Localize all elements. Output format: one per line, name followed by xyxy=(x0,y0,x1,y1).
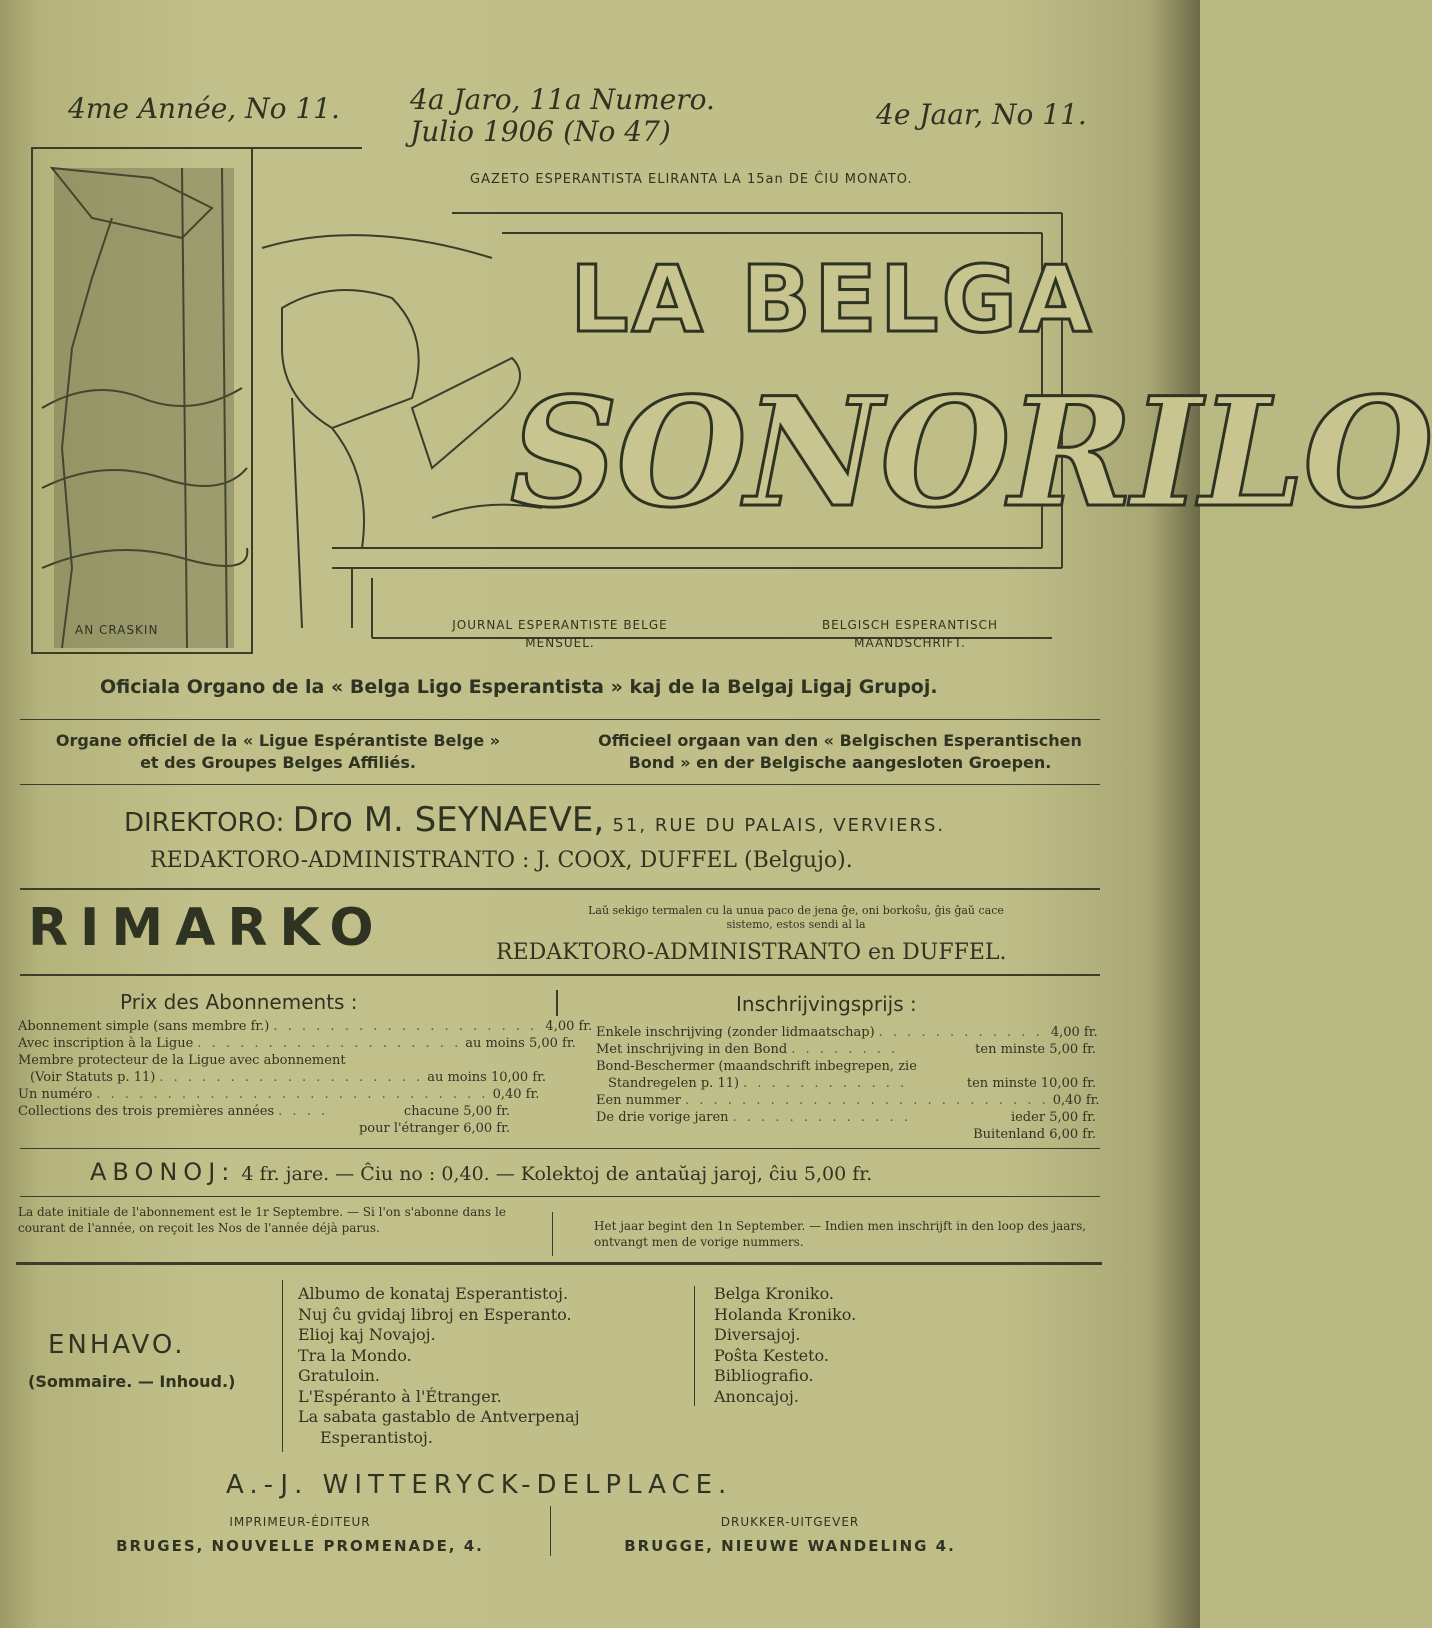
list-item: L'Espéranto à l'Étranger. xyxy=(298,1386,502,1406)
list-item: Belga Kroniko. xyxy=(714,1284,834,1303)
subtitle-nl-line1: BELGISCH ESPERANTISCH xyxy=(821,618,999,632)
rimarko-note-line2: sistemo, estos sendi al la xyxy=(726,918,866,931)
list-item: Tra la Mondo. xyxy=(298,1345,412,1365)
subtitle-fr xyxy=(400,616,720,652)
price-row: Een nummer . . . . . . . . . . . . . . . . . . . . . . . . . . 0,40 fr. xyxy=(596,1093,1100,1108)
masthead-title-line2: SONORILO xyxy=(510,365,1432,541)
list-item: Gratuloin. xyxy=(298,1366,380,1385)
prices-fr-table xyxy=(18,1018,593,1137)
header-right-date: 4e Jaar, No 11. xyxy=(876,98,1087,131)
artist-signature: AN CRASKIN xyxy=(75,623,159,637)
divider xyxy=(282,1280,283,1452)
price-row: Abonnement simple (sans membre fr.) . . . . . . . . . . . . . . . . . . . 4,00 fr. xyxy=(18,1019,593,1034)
price-row: pour l'étranger 6,00 fr. xyxy=(358,1121,510,1136)
printer-nl-role: DRUKKER-UITGEVER xyxy=(720,1515,860,1529)
price-row: Standregelen p. 11) . . . . . . . . . . . . ten minste 10,00 fr. xyxy=(608,1076,1096,1091)
abonoj xyxy=(90,1158,872,1186)
list-item: Anoncajoj. xyxy=(714,1386,799,1406)
divider xyxy=(552,1212,553,1256)
contents-title: ENHAVO. xyxy=(48,1330,186,1360)
official-eo: Oficiala Organo de la « Belga Ligo Esperantista » kaj de la Belgaj Ligaj Grupoj. xyxy=(100,676,938,698)
divider xyxy=(20,1196,1100,1197)
prices-nl-title: Inschrijvingsprijs : xyxy=(736,992,917,1016)
printer-nl xyxy=(610,1510,970,1558)
price-row: Avec inscription à la Ligue . . . . . . . . . . . . . . . . . . . au moins 5,00 fr. xyxy=(18,1036,576,1051)
divider xyxy=(20,888,1100,890)
list-item: Albumo de konataj Esperantistoj. xyxy=(298,1284,569,1303)
contents-subtitle: (Sommaire. — Inhoud.) xyxy=(28,1372,236,1391)
list-item: Poŝta Kesteto. xyxy=(714,1345,829,1365)
divider xyxy=(694,1286,695,1406)
contents-col2 xyxy=(714,1284,1014,1407)
header-center-issue xyxy=(410,84,715,148)
price-row: Buitenland 6,00 fr. xyxy=(973,1127,1096,1142)
printer-fr-address: BRUGES, NOUVELLE PROMENADE, 4. xyxy=(116,1537,484,1555)
price-row: (Voir Statuts p. 11) . . . . . . . . . . . . . . . . . . . au moins 10,00 fr. xyxy=(30,1070,547,1085)
official-fr-line1: Organe officiel de la « Ligue Espérantiste Belge » xyxy=(55,731,501,750)
rimarko-address: REDAKTORO-ADMINISTRANTO en DUFFEL. xyxy=(496,940,1007,965)
price-row: Enkele inschrijving (zonder lidmaatschap) . . . . . . . . . . . . 4,00 fr. xyxy=(596,1025,1098,1040)
list-item: Holanda Kroniko. xyxy=(714,1304,857,1324)
printer-name: A.-J. WITTERYCK-DELPLACE. xyxy=(226,1470,733,1500)
start-note-fr: La date initiale de l'abonnement est le 1r Septembre. — Si l'on s'abonne dans le courant de l'année, on reçoit les Nos de l'année déjà parus. xyxy=(18,1205,506,1235)
price-row: Met inschrijving in den Bond . . . . . . . . ten minste 5,00 fr. xyxy=(596,1042,1096,1057)
masthead-title-line1: LA BELGA xyxy=(570,246,1095,353)
price-row: Un numéro . . . . . . . . . . . . . . . . . . . . . . . . . . . . 0,40 fr. xyxy=(18,1087,540,1102)
official-fr-line2: et des Groupes Belges Affiliés. xyxy=(140,753,416,772)
editor: REDAKTORO-ADMINISTRANTO : J. COOX, DUFFEL (Belgujo). xyxy=(150,848,853,873)
divider xyxy=(16,1262,1102,1265)
list-item: Bibliografio. xyxy=(714,1366,814,1385)
printer-nl-address: BRUGGE, NIEUWE WANDELING 4. xyxy=(624,1537,956,1555)
masthead-tagline: GAZETO ESPERANTISTA ELIRANTA LA 15an DE ĈIU MONATO. xyxy=(470,172,913,187)
rimarko-title: RIMARKO xyxy=(28,898,386,958)
abonoj-text: 4 fr. jare. — Ĉiu no : 0,40. — Kolektoj de antaŭaj jaroj, ĉiu 5,00 fr. xyxy=(241,1163,873,1185)
divider xyxy=(20,974,1100,976)
official-nl-line2: Bond » en der Belgische aangesloten Groepen. xyxy=(628,753,1052,772)
header-left-date: 4me Année, No 11. xyxy=(68,92,340,125)
list-item: Esperantistoj. xyxy=(320,1427,433,1447)
list-item: Elioj kaj Novajoj. xyxy=(298,1325,436,1344)
printer-fr xyxy=(110,1510,490,1558)
price-row: Collections des trois premières années . . . . chacune 5,00 fr. xyxy=(18,1104,510,1119)
divider xyxy=(556,990,558,1016)
printer-fr-role: IMPRIMEUR-ÉDITEUR xyxy=(229,1515,371,1529)
director-address: 51, RUE DU PALAIS, VERVIERS. xyxy=(612,815,946,836)
list-item: Nuj ĉu gvidaj libroj en Esperanto. xyxy=(298,1304,572,1324)
start-note-nl: Het jaar begint den 1n September. — Indien men inschrijft in den loop des jaars, ontvangt men de vorige nummers. xyxy=(594,1219,1087,1249)
subtitle-fr-line1: JOURNAL ESPERANTISTE BELGE xyxy=(452,618,668,632)
divider xyxy=(20,1148,1100,1149)
official-nl xyxy=(580,730,1100,774)
prices-fr-title: Prix des Abonnements : xyxy=(120,990,358,1014)
divider xyxy=(20,719,1100,720)
official-fr xyxy=(18,730,538,774)
list-item: La sabata gastablo de Antverpenaj xyxy=(298,1407,580,1426)
abonoj-label: ABONOJ: xyxy=(90,1158,236,1186)
subtitle-nl-line2: MAANDSCHRIFT. xyxy=(854,636,966,650)
header-center-line1: 4a Jaro, 11a Numero. xyxy=(410,83,715,116)
list-item: Diversajoj. xyxy=(714,1325,801,1344)
director-label: DIREKTORO: xyxy=(124,808,285,838)
divider xyxy=(550,1506,551,1556)
subtitle-nl xyxy=(760,616,1060,652)
contents-col1 xyxy=(298,1284,698,1448)
divider xyxy=(20,784,1100,785)
price-row: Membre protecteur de la Ligue avec abonnement xyxy=(18,1053,346,1068)
header-center-line2: Julio 1906 (No 47) xyxy=(410,115,671,148)
price-row: De drie vorige jaren . . . . . . . . . . . . . ieder 5,00 fr. xyxy=(596,1110,1096,1125)
prices-nl-table xyxy=(596,1024,1100,1143)
rimarko-note xyxy=(496,904,1096,932)
director xyxy=(124,800,945,840)
price-row: Bond-Beschermer (maandschrift inbegrepen, zie xyxy=(596,1059,917,1074)
subtitle-fr-line2: MENSUEL. xyxy=(525,636,595,650)
director-name: Dro M. SEYNAEVE, xyxy=(292,800,605,840)
rimarko-note-line1: Laŭ sekigo termalen cu la unua paco de jena ĝe, oni borkoŝu, ĝis ĝaŭ cace xyxy=(588,904,1004,917)
official-nl-line1: Officieel orgaan van den « Belgischen Esperantischen xyxy=(598,731,1082,750)
